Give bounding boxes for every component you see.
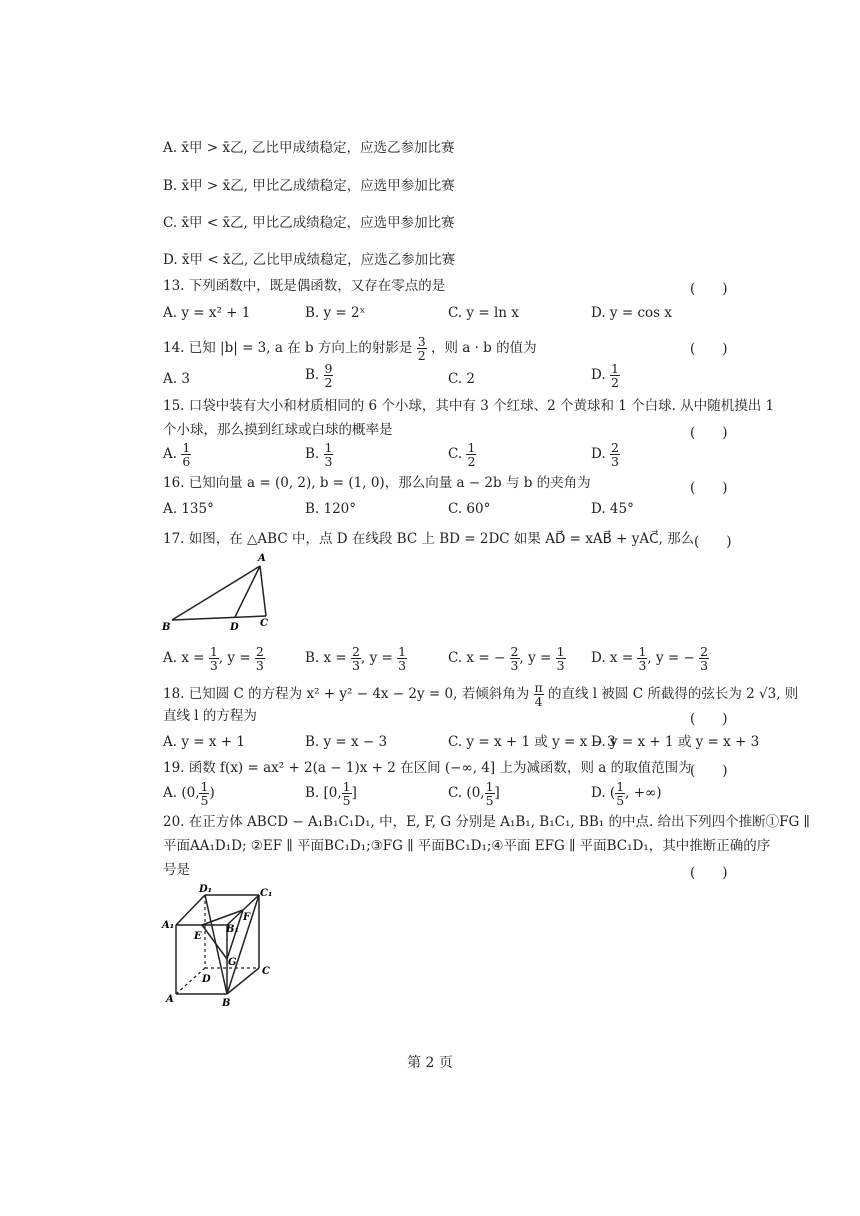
q14-option-c: C. 2 — [448, 371, 476, 387]
q15-option-d — [591, 441, 620, 468]
fraction-y — [699, 645, 709, 672]
q18-stem-pre: 18. 已知圆 C 的方程为 x² + y² − 4x − 2y = 0, 若倾斜角为 — [163, 686, 530, 702]
denominator: 3 — [324, 454, 333, 469]
option-post: , +∞) — [625, 785, 662, 801]
label-d: D — [230, 622, 239, 632]
segment-e-g — [202, 925, 227, 959]
q20-cube-figure — [158, 882, 278, 1008]
q13-answer-paren: ( ) — [690, 281, 728, 297]
fraction-y — [556, 645, 566, 672]
q18-option-b: B. y = x − 3 — [305, 734, 388, 750]
option-label: D. — [591, 367, 606, 383]
q17-triangle-figure — [160, 548, 280, 632]
numerator: 1 — [182, 440, 191, 455]
q12-option-d: D. x̄甲 < x̄乙, 乙比甲成绩稳定，应选乙参加比赛 — [163, 252, 456, 268]
q16-option-d: D. 45° — [591, 501, 634, 517]
label-a1: A₁ — [162, 920, 175, 931]
q14-option-d — [591, 362, 620, 389]
denominator: 2 — [324, 375, 333, 390]
q19-option-c — [448, 780, 500, 807]
q17-option-b — [305, 645, 407, 672]
numerator: 1 — [398, 644, 407, 659]
q15-option-a — [163, 441, 191, 468]
label-c: C — [262, 966, 270, 977]
q18-stem-post: 的直线 l 被圆 C 所截得的弦长为 2 √3, 则 — [548, 686, 799, 702]
q14-option-a: A. 3 — [163, 371, 190, 387]
q15-option-c — [448, 441, 476, 468]
numerator: 9 — [324, 361, 333, 376]
q18-answer-paren: ( ) — [690, 711, 728, 727]
label-a: A — [258, 553, 266, 564]
label-b: B — [162, 622, 171, 632]
option-fraction — [199, 780, 209, 807]
numerator: 2 — [510, 644, 519, 659]
numerator: 1 — [556, 644, 565, 659]
denominator: 3 — [638, 658, 647, 673]
denominator: 3 — [556, 658, 565, 673]
denominator: 6 — [182, 454, 191, 469]
numerator: 1 — [485, 779, 494, 794]
fraction-x — [351, 645, 361, 672]
numerator: 1 — [638, 644, 647, 659]
numerator: 2 — [700, 644, 709, 659]
denominator: 3 — [510, 658, 519, 673]
q20-stem-line2: 平面AA₁D₁D; ②EF ∥ 平面BC₁D₁;③FG ∥ 平面BC₁D₁;④平面 EFG ∥ 平面BC₁D₁，其中推断正确的序 — [163, 838, 771, 854]
option-label: D. ( — [591, 785, 616, 801]
denominator: 2 — [467, 454, 476, 469]
q18-option-d: D. y = x + 1 或 y = x + 3 — [591, 734, 760, 750]
q16-answer-paren: ( ) — [690, 480, 728, 496]
option-mid: , y = − — [647, 650, 695, 666]
option-label: B. — [305, 446, 320, 462]
q13-option-c: C. y = ln x — [448, 305, 519, 321]
denominator: 2 — [610, 375, 619, 390]
option-mid: , y = — [519, 650, 552, 666]
denominator: 3 — [700, 658, 709, 673]
q17-option-a — [163, 645, 265, 672]
numerator: 1 — [616, 779, 625, 794]
option-fraction — [466, 441, 476, 468]
option-post: ) — [209, 785, 215, 801]
numerator: 1 — [209, 644, 218, 659]
q12-option-b: B. x̄甲 > x̄乙, 甲比乙成绩稳定，应选甲参加比赛 — [163, 178, 455, 194]
q14-option-b — [305, 362, 333, 389]
fraction-x — [510, 645, 520, 672]
q18-stem-fraction — [534, 681, 544, 708]
option-fraction — [615, 780, 625, 807]
q16-option-c: C. 60° — [448, 501, 491, 517]
label-g: G — [228, 957, 237, 968]
q14-answer-paren: ( ) — [690, 341, 728, 357]
numerator: 1 — [200, 779, 209, 794]
label-c1: C₁ — [260, 888, 273, 899]
denominator: 3 — [255, 658, 264, 673]
q14-stem-post: ，则 a · b 的值为 — [430, 340, 537, 356]
option-post: ] — [494, 785, 500, 801]
denominator: 4 — [534, 694, 543, 709]
numerator: 2 — [352, 644, 360, 659]
option-post: ] — [351, 785, 357, 801]
q14-stem — [163, 335, 537, 362]
q12-option-a: A. x̄甲 > x̄乙, 乙比甲成绩稳定，应选乙参加比赛 — [163, 140, 455, 156]
q16-stem: 16. 已知向量 a = (0, 2), b = (1, 0)，那么向量 a − 2b 与 b 的夹角为 — [163, 475, 591, 491]
q19-option-d — [591, 780, 662, 807]
label-d: D — [202, 974, 211, 985]
option-mid: , y = — [218, 650, 251, 666]
side-ac — [260, 566, 266, 616]
option-label: B. x = — [305, 650, 347, 666]
q15-stem-line2: 个小球，那么摸到红球或白球的概率是 — [163, 422, 393, 438]
side-bc — [172, 616, 266, 620]
option-fraction — [610, 441, 620, 468]
edge-a1-d1 — [176, 895, 205, 925]
q16-option-b: B. 120° — [305, 501, 357, 517]
label-e: E — [194, 931, 202, 942]
q19-answer-paren: ( ) — [690, 763, 728, 779]
fraction-y — [397, 645, 407, 672]
option-fraction — [485, 780, 495, 807]
fraction-x — [209, 645, 219, 672]
q15-answer-paren: ( ) — [690, 425, 728, 441]
label-f: F — [243, 912, 251, 923]
label-b: B — [222, 998, 231, 1008]
denominator: 2 — [417, 348, 426, 363]
option-fraction — [324, 441, 334, 468]
numerator: π — [534, 680, 543, 695]
q19-option-a — [163, 780, 215, 807]
q14-stem-fraction — [417, 335, 427, 362]
q12-option-c: C. x̄甲 < x̄乙, 甲比乙成绩稳定，应选甲参加比赛 — [163, 215, 455, 231]
denominator: 3 — [209, 658, 218, 673]
option-label: D. x = — [591, 650, 634, 666]
option-label: A. x = — [163, 650, 205, 666]
q20-stem-line1: 20. 在正方体 ABCD − A₁B₁C₁D₁, 中，E, F, G 分别是 A₁B₁, B₁C₁, BB₁ 的中点. 给出下列四个推断①FG ∥ — [163, 814, 810, 830]
q18-stem-line2: 直线 l 的方程为 — [163, 708, 257, 724]
q20-stem-line3: 号是 — [163, 862, 190, 878]
q15-option-b — [305, 441, 333, 468]
edge-a-d — [176, 968, 205, 994]
q20-answer-paren: ( ) — [690, 865, 728, 881]
q18-option-c: C. y = x + 1 或 y = x − 3 — [448, 734, 616, 750]
option-fraction — [610, 362, 620, 389]
option-label: A. — [163, 446, 178, 462]
option-mid: , y = — [360, 650, 393, 666]
denominator: 5 — [342, 793, 351, 808]
option-label: B. — [305, 367, 320, 383]
denominator: 3 — [610, 454, 619, 469]
denominator: 3 — [398, 658, 407, 673]
label-c: C — [260, 618, 268, 629]
label-b1: B₁ — [226, 924, 239, 935]
option-label: C. — [448, 446, 463, 462]
option-label: A. (0, — [163, 785, 200, 801]
denominator: 5 — [200, 793, 209, 808]
fraction-y — [255, 645, 265, 672]
label-a: A — [166, 994, 174, 1005]
q17-option-c — [448, 645, 566, 672]
numerator: 1 — [610, 361, 619, 376]
numerator: 2 — [610, 440, 619, 455]
q16-option-a: A. 135° — [163, 501, 214, 517]
option-fraction — [181, 441, 191, 468]
option-label: D. — [591, 446, 606, 462]
fraction-x — [637, 645, 647, 672]
denominator: 5 — [485, 793, 494, 808]
numerator: 1 — [342, 779, 351, 794]
q13-option-a: A. y = x² + 1 — [163, 305, 251, 321]
denominator: 5 — [616, 793, 625, 808]
q19-option-b — [305, 780, 357, 807]
q19-stem: 19. 函数 f(x) = ax² + 2(a − 1)x + 2 在区间 (−∞, 4] 上为减函数，则 a 的取值范围为 — [163, 760, 692, 776]
numerator: 2 — [255, 644, 264, 659]
page-number: 第 2 页 — [407, 1055, 453, 1071]
option-fraction — [324, 362, 334, 389]
option-label: C. x = − — [448, 650, 506, 666]
q13-option-b: B. y = 2ˣ — [305, 305, 366, 321]
q18-option-a: A. y = x + 1 — [163, 734, 245, 750]
q17-stem: 17. 如图，在 △ABC 中，点 D 在线段 BC 上 BD = 2DC 如果 AD⃗ = xAB⃗ + yAC⃗, 那么 — [163, 531, 695, 547]
q17-option-d — [591, 645, 709, 672]
q18-stem-line1 — [163, 681, 798, 708]
option-label: B. [0, — [305, 785, 342, 801]
label-d1: D₁ — [199, 884, 213, 895]
numerator: 1 — [467, 440, 476, 455]
q13-stem: 13. 下列函数中，既是偶函数，又存在零点的是 — [163, 278, 446, 294]
numerator: 3 — [417, 334, 426, 349]
q14-stem-pre: 14. 已知 |b| = 3, a 在 b 方向上的射影是 — [163, 340, 413, 356]
denominator: 3 — [352, 658, 360, 673]
numerator: 1 — [324, 440, 333, 455]
option-fraction — [342, 780, 352, 807]
q15-stem-line1: 15. 口袋中装有大小和材质相同的 6 个小球，其中有 3 个红球、2 个黄球和 1 个白球. 从中随机摸出 1 — [163, 398, 775, 414]
q13-option-d: D. y = cos x — [591, 305, 672, 321]
q17-answer-paren: ( ) — [694, 534, 732, 550]
option-label: C. (0, — [448, 785, 485, 801]
